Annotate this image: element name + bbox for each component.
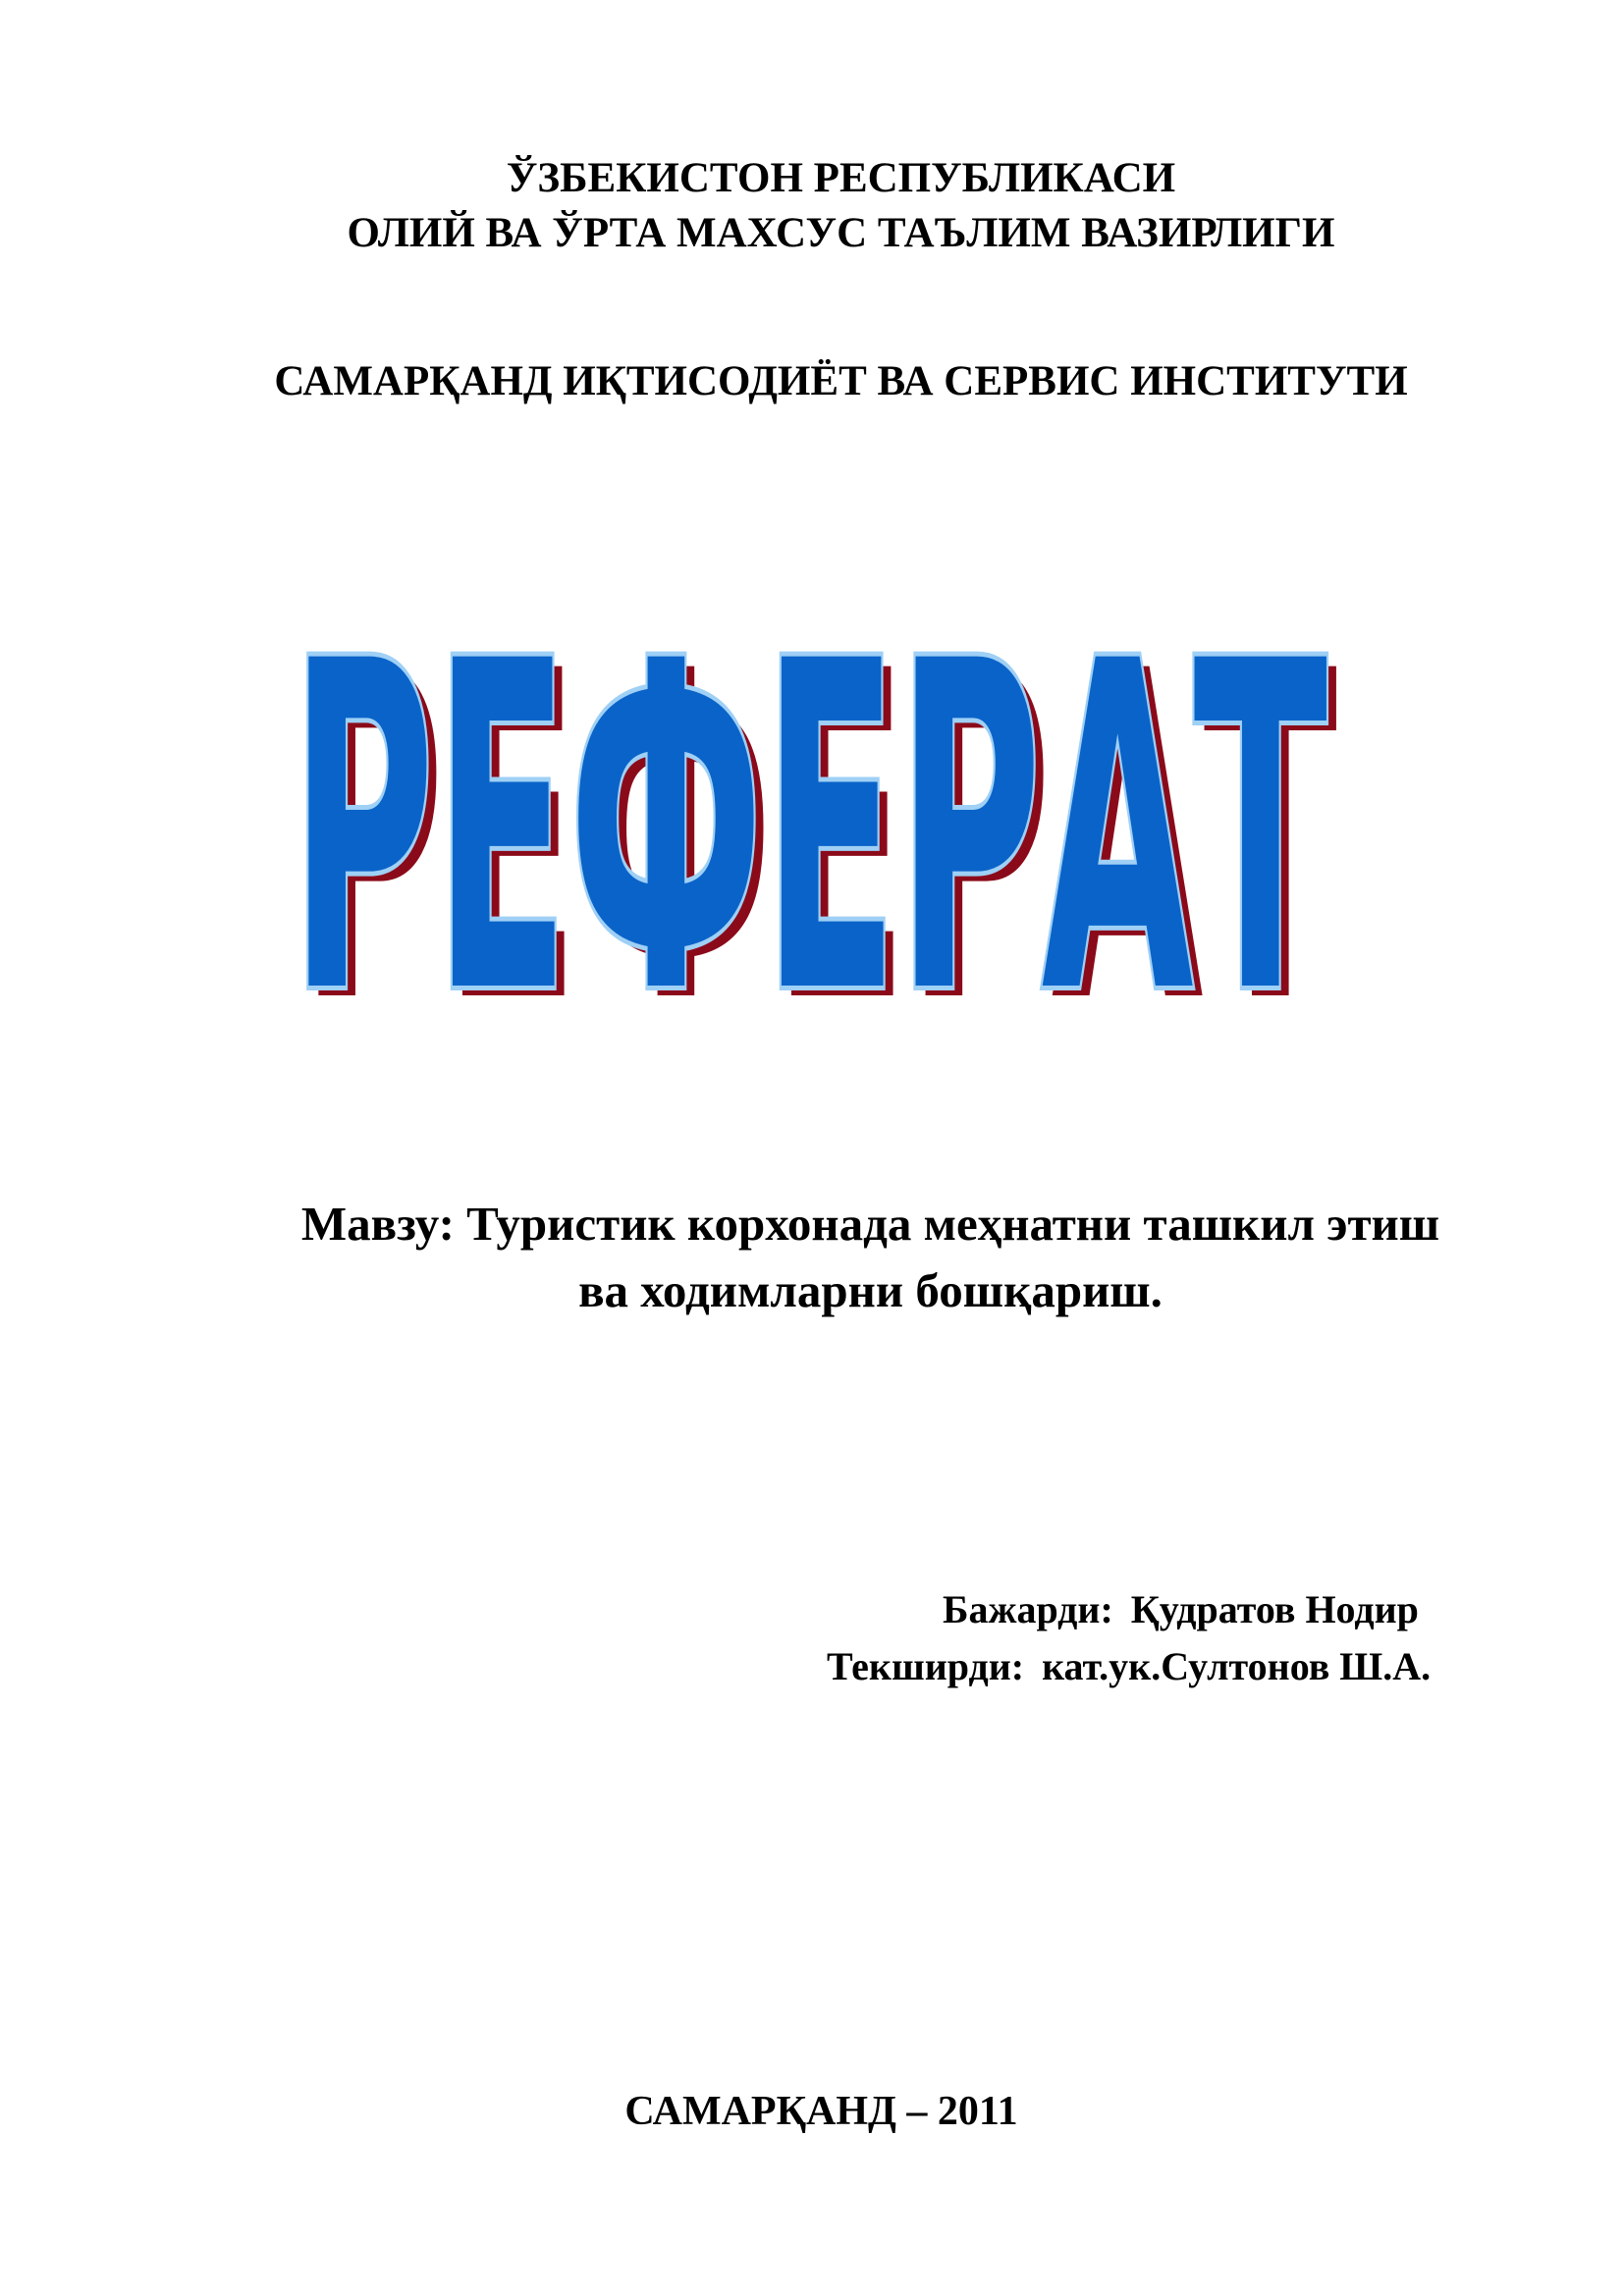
performer-name: Қудратов Нодир [1130, 1587, 1419, 1631]
performer-row [943, 1587, 1419, 1631]
referat-title-outline: РЕФЕРАТ [291, 599, 1329, 1031]
referat-title-shadow: РЕФЕРАТ [300, 599, 1339, 1031]
city-year-footer: САМАРҚАНД – 2011 [624, 2089, 1018, 2134]
topic-line-2: ва ходимларни бошқариш. [578, 1263, 1163, 1317]
checker-label: Текширди: [827, 1644, 1025, 1688]
referat-title: РЕФЕРАТ [291, 599, 1329, 1031]
ministry-line-2: ОЛИЙ ВА ЎРТА МАХСУС ТАЪЛИМ ВАЗИРЛИГИ [347, 210, 1335, 256]
referat-wordart-title [0, 599, 1623, 1031]
institute-name: САМАРҚАНД ИҚТИСОДИЁТ ВА СЕРВИС ИНСТИТУТИ [274, 358, 1408, 404]
topic-line-1: Мавзу: Туристик корхонада меҳнатни ташкил этиш [300, 1197, 1440, 1251]
checker-name: кат.ук.Султонов Ш.А. [1042, 1644, 1432, 1688]
checker-row [827, 1644, 1432, 1688]
ministry-line-1: ЎЗБЕКИСТОН РЕСПУБЛИКАСИ [506, 155, 1176, 201]
performer-label: Бажарди: [943, 1587, 1113, 1631]
